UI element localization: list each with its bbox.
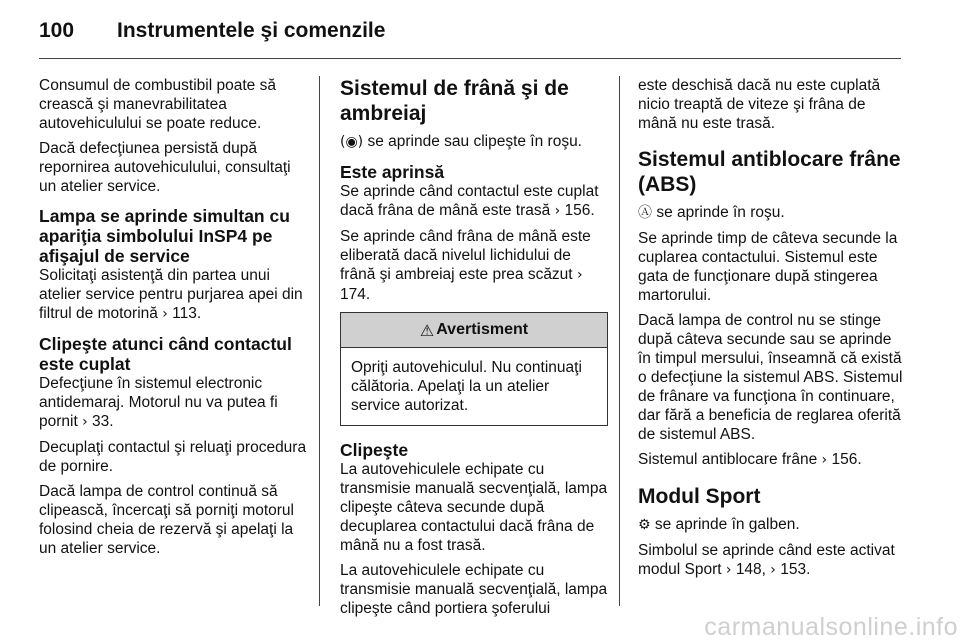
page-ref-arrow-icon: ›	[821, 452, 828, 468]
warning-box	[340, 312, 608, 426]
paragraph	[638, 515, 906, 535]
column-right	[638, 76, 906, 586]
page-ref[interactable]: 156.	[831, 451, 862, 468]
paragraph: Dacă lampa de control nu se stinge după câteva secunde sau se aprinde în timpul mersului, înseamnă că există o defecţiune la sistemul ABS. Sistemul de frânare va funcţiona în continuare, dar fără a beneficia de reglarea oferită de sistemul ABS.	[638, 312, 903, 443]
column-left	[39, 76, 307, 564]
section-heading: Sistemul de frână şi de ambreiaj	[340, 77, 569, 125]
page-ref-arrow-icon: ›	[554, 203, 561, 219]
page-ref[interactable]: 33.	[92, 413, 114, 430]
subsection-heading: Clipeşte	[340, 440, 409, 460]
paragraph	[638, 203, 906, 223]
warning-header	[341, 313, 607, 348]
section-heading: Modul Sport	[638, 485, 761, 508]
warning-body	[341, 348, 607, 425]
page-title: Instrumentele şi comenzile	[117, 19, 386, 42]
section-heading: Lampa se aprinde simultan cu apariţia simbolului InSP4 pe afişajul de service	[39, 206, 290, 266]
column-divider	[319, 76, 320, 606]
column-middle	[340, 76, 608, 624]
paragraph	[39, 266, 307, 324]
page-ref-arrow-icon: ›	[82, 414, 88, 430]
column-divider	[619, 76, 620, 606]
paragraph-text: Solicitaţi asistenţă din partea unui atelier service pentru purjarea apei din filtrul de motorină	[39, 267, 303, 322]
paragraph: La autovehiculele echipate cu transmisie manuală secvenţială, lampa clipeşte când portiera şoferului	[340, 562, 608, 617]
warning-title: Avertisment	[436, 321, 529, 338]
warning-triangle-icon: ⚠	[419, 320, 435, 340]
page-ref[interactable]: 156.	[564, 202, 595, 219]
page-ref-arrow-icon: ›	[770, 562, 776, 578]
page-number: 100	[39, 19, 75, 42]
paragraph-text: Sistemul antiblocare frâne	[638, 451, 818, 468]
paragraph: este deschisă dacă nu este cuplată nicio treaptă de viteze şi frâna de mână nu este trasă.	[638, 77, 881, 132]
paragraph-text: Simbolul se aprinde când este activat modul Sport	[638, 542, 895, 578]
page-ref[interactable]: 174.	[340, 286, 371, 303]
paragraph-text: Defecţiune în sistemul electronic antidemaraj. Motorul nu va putea fi pornit	[39, 375, 278, 430]
page-ref[interactable]: 153.	[780, 561, 811, 578]
paragraph	[638, 450, 906, 470]
paragraph: Consumul de combustibil poate să crească şi manevrabilitatea autovehiculului se poate reduce.	[39, 77, 276, 132]
paragraph	[340, 227, 608, 304]
paragraph	[39, 374, 307, 432]
watermark: carmanualsonline.info	[704, 613, 958, 641]
paragraph: Se aprinde timp de câteva secunde la cuplarea contactului. Sistemul este gata de funcţionare după stingerea martorului.	[638, 230, 898, 304]
paragraph-text: se aprinde în galben.	[654, 516, 800, 533]
section-heading: Sistemul antiblocare frâne (ABS)	[638, 148, 901, 196]
abs-warning-icon: Ⓐ	[638, 205, 652, 221]
paragraph	[340, 132, 608, 152]
paragraph	[340, 182, 608, 221]
paragraph: La autovehiculele echipate cu transmisie manuală secvenţială, lampa clipeşte câteva secunde după decuplarea contactului dacă frâna de mână nu a fost trasă.	[340, 461, 608, 554]
paragraph-text: se aprinde sau clipeşte în roşu.	[367, 133, 582, 150]
header-divider	[39, 58, 901, 59]
paragraph: Dacă defecţiunea persistă după repornirea autovehiculului, consultaţi un atelier service.	[39, 140, 291, 195]
page-ref-arrow-icon: ›	[576, 267, 583, 283]
subsection-heading: Este aprinsă	[340, 162, 445, 182]
paragraph-text: Se aprinde când frâna de mână este eliberată dacă nivelul lichidului de frână şi ambreiaj este prea scăzut	[340, 228, 591, 283]
section-heading: Clipeşte atunci când contactul este cuplat	[39, 334, 292, 374]
brake-warning-icon: (◉)	[340, 134, 364, 150]
sport-mode-icon: ⚙	[638, 517, 651, 533]
paragraph: Dacă lampa de control continuă să clipească, încercaţi să porniţi motorul folosind cheia de rezervă şi apelaţi la un atelier service.	[39, 483, 295, 557]
paragraph-text: Se aprinde când contactul este cuplat dacă frâna de mână este trasă	[340, 183, 599, 219]
paragraph: Decuplaţi contactul şi reluaţi procedura de pornire.	[39, 439, 307, 475]
page-ref-arrow-icon: ›	[725, 562, 732, 578]
page-ref[interactable]: 148,	[735, 561, 766, 578]
warning-text: Opriţi autovehiculul. Nu continuaţi călătoria. Apelaţi la un atelier service autorizat.	[351, 359, 582, 414]
paragraph-text: se aprinde în roşu.	[656, 204, 785, 221]
page-ref[interactable]: 113.	[172, 305, 202, 322]
page-ref-arrow-icon: ›	[162, 306, 168, 322]
paragraph	[638, 541, 906, 580]
